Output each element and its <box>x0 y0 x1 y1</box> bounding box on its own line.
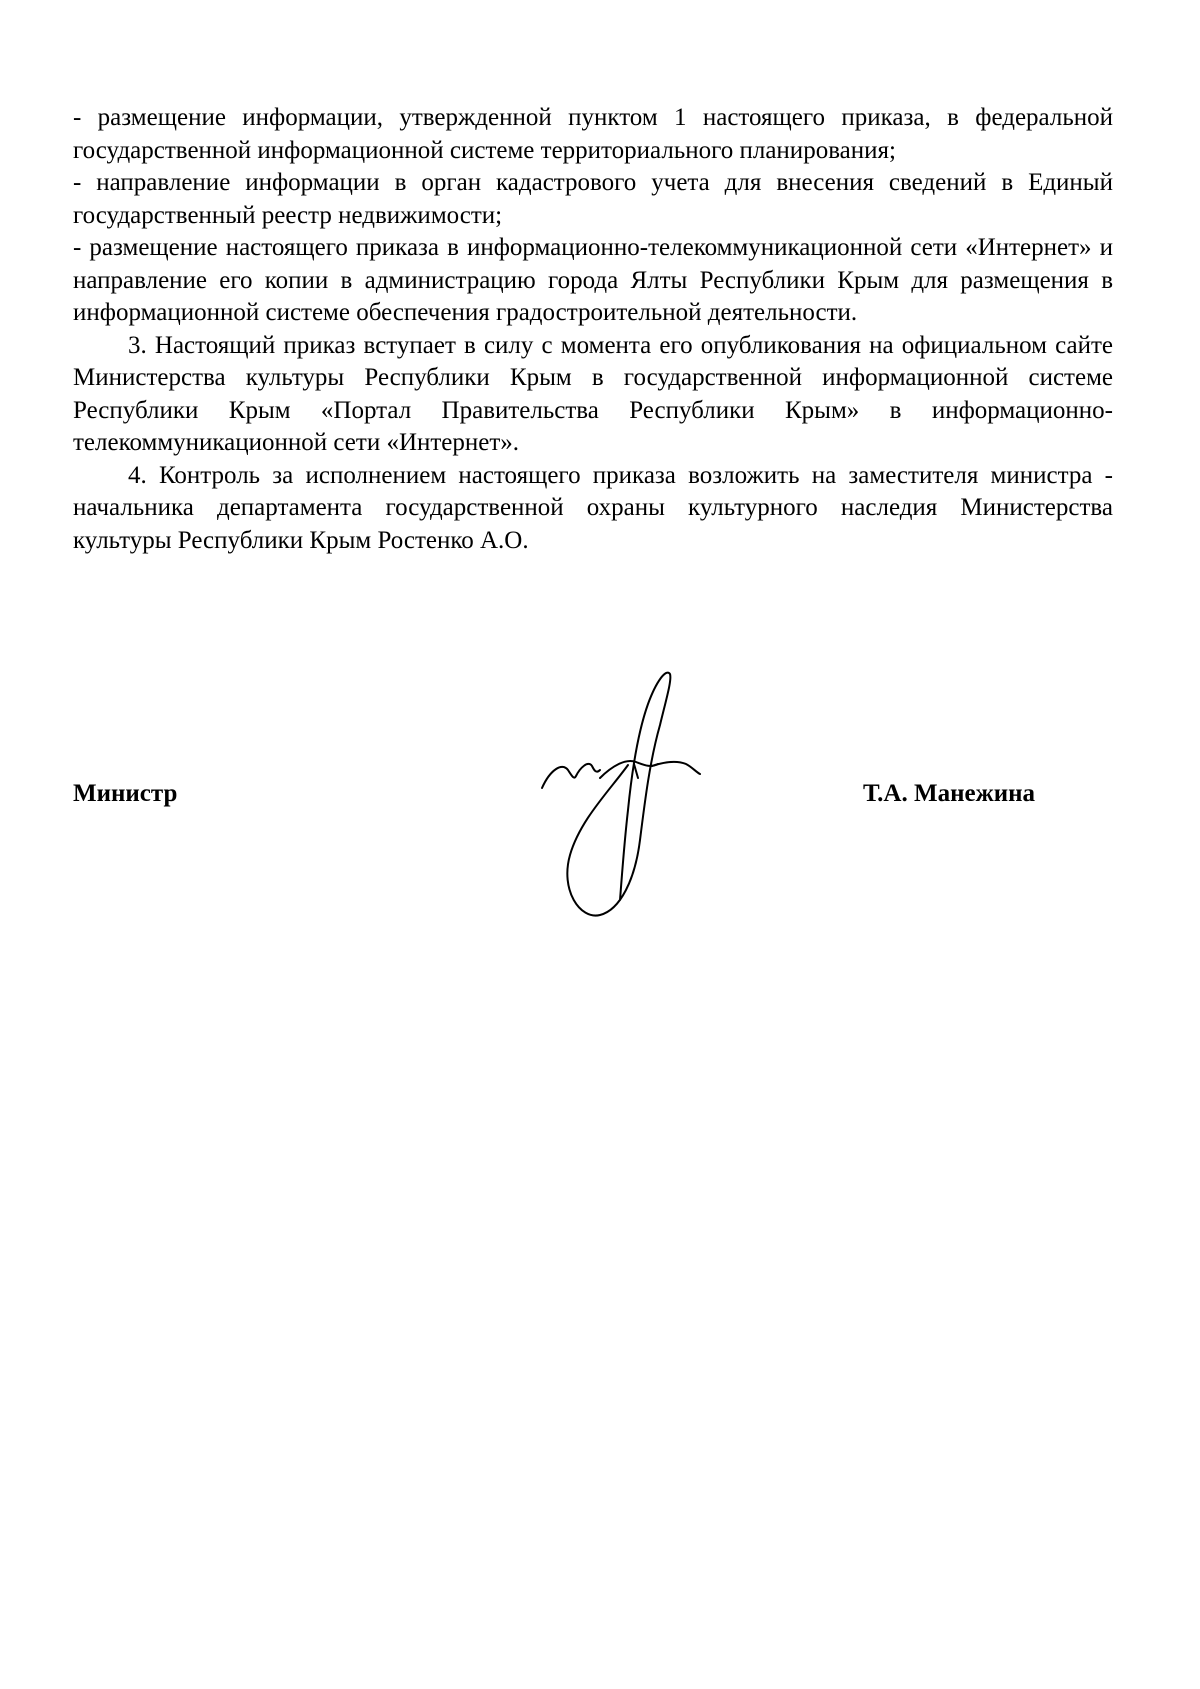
paragraph-item-4: 4. Контроль за исполнением настоящего приказа возложить на заместителя министра - начальника департамента государственной охраны культурного наследия Министерства культуры Республики Крым Ростенко А.О. <box>73 461 1113 554</box>
paragraph-cadastral-registry: - направление информации в орган кадастрового учета для внесения сведений в Единый государственный реестр недвижимости; <box>73 169 1113 229</box>
signatory-title: Министр <box>73 780 178 807</box>
paragraph-internet-publication: - размещение настоящего приказа в информационно-телекоммуникационной сети «Интернет» и направление его копии в администрацию города Ялты Республики Крым для размещения в информационной системе обеспечения градостроительной деятельности. <box>73 234 1113 326</box>
handwritten-signature-icon <box>540 670 720 930</box>
signatory-name: Т.А. Манежина <box>863 780 1036 807</box>
document-body <box>73 102 1113 557</box>
paragraph-placement-fgis: - размещение информации, утвержденной пунктом 1 настоящего приказа, в федеральной государственной информационной системе территориального планирования; <box>73 104 1113 164</box>
paragraph-item-3: 3. Настоящий приказ вступает в силу с момента его опубликования на официальном сайте Министерства культуры Республики Крым в государственной информационной системе Республики Крым «Портал Правительства Республики Крым» в информационно-телекоммуникационной сети «Интернет». <box>73 331 1113 456</box>
